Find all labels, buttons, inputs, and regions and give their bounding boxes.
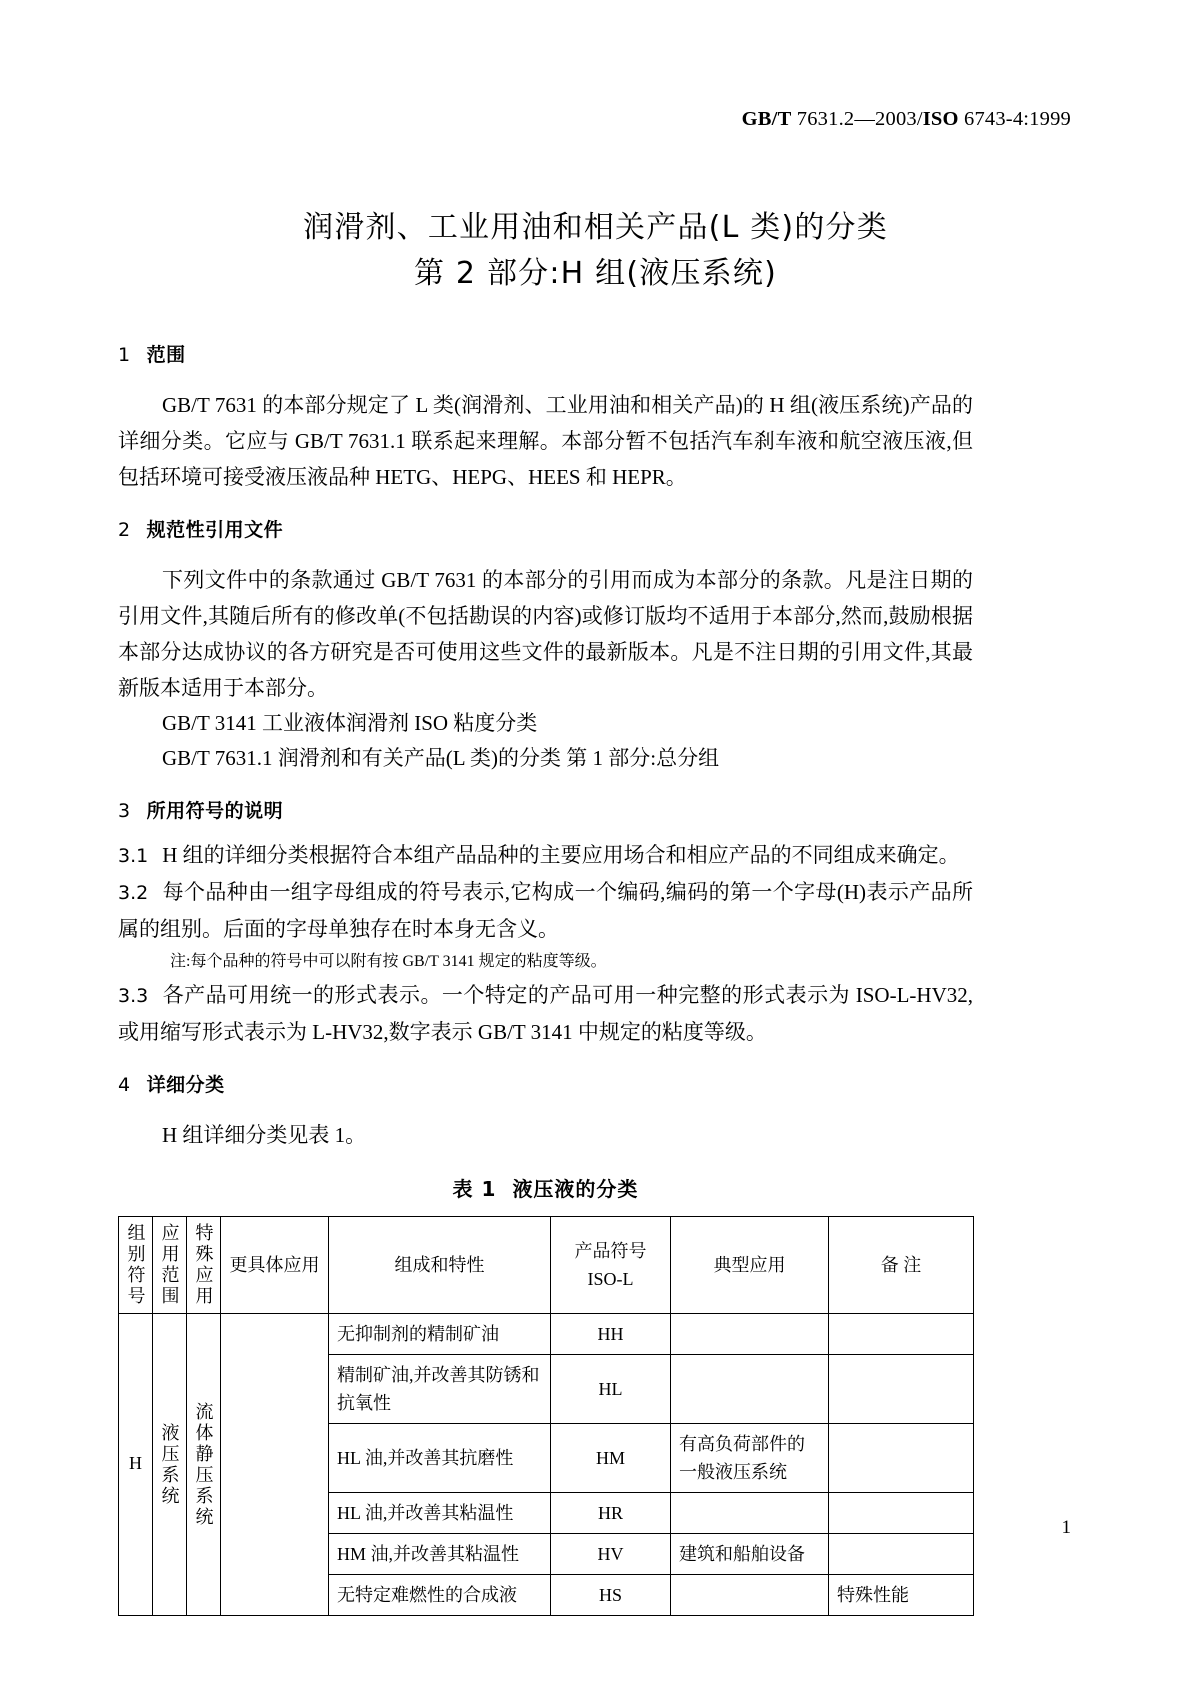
cell-special-application: 流体静压系统: [187, 1314, 221, 1616]
cell-symbol: HH: [551, 1314, 671, 1355]
cell-remark: [829, 1493, 974, 1534]
cell-symbol: HV: [551, 1534, 671, 1575]
normative-reference-1: GB/T 3141 工业液体润滑剂 ISO 粘度分类: [162, 711, 538, 735]
table-header-typical-application: 典型应用: [671, 1217, 829, 1314]
cell-symbol: HL: [551, 1355, 671, 1424]
cell-remark: 特殊性能: [829, 1575, 974, 1616]
cell-composition: HM 油,并改善其粘温性: [329, 1534, 551, 1575]
header-code-bold-1: GB/T: [741, 108, 792, 130]
cell-typical: [671, 1575, 829, 1616]
section-heading-2: [118, 515, 973, 542]
cell-remark: [829, 1314, 974, 1355]
table-caption-title: 液压液的分类: [512, 1177, 639, 1201]
clause-number-3-2: 3.2: [118, 882, 149, 904]
section-number-4: 4: [118, 1074, 131, 1096]
section-4-paragraph: H 组详细分类见表 1。: [162, 1123, 367, 1147]
cell-typical: 建筑和船舶设备: [671, 1534, 829, 1575]
cell-more-specific: [221, 1314, 329, 1616]
cell-remark: [829, 1534, 974, 1575]
document-body: [118, 340, 973, 1616]
section-number-1: 1: [118, 344, 131, 366]
section-number-2: 2: [118, 519, 131, 541]
section-title-3: 所用符号的说明: [146, 800, 284, 822]
clause-number-3-1: 3.1: [118, 845, 149, 867]
cell-remark: [829, 1424, 974, 1493]
clause-number-3-3: 3.3: [118, 985, 149, 1007]
table-caption: [118, 1173, 973, 1202]
product-symbol-line2: ISO-L: [587, 1269, 634, 1289]
table-header-more-specific: 更具体应用: [221, 1217, 329, 1314]
section-heading-4: [118, 1070, 973, 1097]
header-code-bold-2: ISO: [922, 108, 959, 130]
header-code-plain-2: 6743-4:1999: [958, 108, 1071, 130]
cell-typical: [671, 1493, 829, 1534]
hydraulic-fluid-classification-table: [118, 1216, 974, 1616]
section-heading-3: [118, 796, 973, 823]
section-number-3: 3: [118, 800, 131, 822]
cell-composition: HL 油,并改善其粘温性: [329, 1493, 551, 1534]
cell-symbol: HM: [551, 1424, 671, 1493]
running-header: [742, 108, 1071, 131]
clause-text-3-1: H 组的详细分类根据符合本组产品品种的主要应用场合和相应产品的不同组成来确定。: [162, 843, 960, 867]
clause-3-3: [118, 977, 973, 1050]
table-header-group-symbol: 组别符号: [119, 1217, 153, 1314]
header-code-plain-1: 7631.2—2003/: [791, 108, 923, 130]
cell-typical: [671, 1355, 829, 1424]
section-title-4: 详细分类: [146, 1074, 225, 1096]
table-row: [119, 1314, 974, 1355]
cell-group-symbol: H: [119, 1314, 153, 1616]
product-symbol-line1: 产品符号: [574, 1241, 647, 1261]
clause-text-3-2: 每个品种由一组字母组成的符号表示,它构成一个编码,编码的第一个字母(H)表示产品所属的组别。后面的字母单独存在时本身无含义。: [118, 880, 973, 941]
clause-3-1: [118, 837, 973, 874]
table-header-remark: 备 注: [829, 1217, 974, 1314]
cell-application-scope: 液压系统: [153, 1314, 187, 1616]
normative-reference-2: GB/T 7631.1 润滑剂和有关产品(L 类)的分类 第 1 部分:总分组: [162, 746, 720, 770]
cell-composition: 精制矿油,并改善其防锈和抗氧性: [329, 1355, 551, 1424]
table-header-application-scope: 应用范围: [153, 1217, 187, 1314]
table-header-composition: 组成和特性: [329, 1217, 551, 1314]
table-header-row: [119, 1217, 974, 1314]
section-title-2: 规范性引用文件: [146, 519, 284, 541]
title-line-1: 润滑剂、工业用油和相关产品(L 类)的分类: [303, 210, 888, 245]
table-header-product-symbol: [551, 1217, 671, 1314]
cell-symbol: HR: [551, 1493, 671, 1534]
clause-3-2-note: 注:每个品种的符号中可以附有按 GB/T 3141 规定的粘度等级。: [170, 953, 607, 970]
cell-composition: HL 油,并改善其抗磨性: [329, 1424, 551, 1493]
document-title: [0, 205, 1191, 297]
title-line-2: 第 2 部分:H 组(液压系统): [414, 256, 777, 291]
clause-3-2: [118, 874, 973, 947]
cell-remark: [829, 1355, 974, 1424]
cell-typical: 有高负荷部件的一般液压系统: [671, 1424, 829, 1493]
clause-text-3-3: 各产品可用统一的形式表示。一个特定的产品可用一种完整的形式表示为 ISO-L-HV32,或用缩写形式表示为 L-HV32,数字表示 GB/T 3141 中规定的粘度等级。: [118, 983, 973, 1044]
page-number: 1: [1061, 1517, 1071, 1538]
table-caption-label: 表 1: [452, 1177, 497, 1201]
cell-symbol: HS: [551, 1575, 671, 1616]
section-2-paragraph: 下列文件中的条款通过 GB/T 7631 的本部分的引用而成为本部分的条款。凡是注日期的引用文件,其随后所有的修改单(不包括勘误的内容)或修订版均不适用于本部分,然而,鼓励根据本部分达成协议的各方研究是否可使用这些文件的最新版本。凡是不注日期的引用文件,其最新版本适用于本部分。: [118, 568, 973, 700]
cell-composition: 无特定难燃性的合成液: [329, 1575, 551, 1616]
section-1-paragraph: GB/T 7631 的本部分规定了 L 类(润滑剂、工业用油和相关产品)的 H 组(液压系统)产品的详细分类。它应与 GB/T 7631.1 联系起来理解。本部分暂不包括汽车刹车液和航空液压液,但包括环境可接受液压液品种 HETG、HEPG、HEES 和 HEPR。: [118, 393, 973, 489]
table-header-special-application: 特殊应用: [187, 1217, 221, 1314]
section-heading-1: [118, 340, 973, 367]
section-title-1: 范围: [146, 344, 186, 366]
cell-typical: [671, 1314, 829, 1355]
cell-composition: 无抑制剂的精制矿油: [329, 1314, 551, 1355]
